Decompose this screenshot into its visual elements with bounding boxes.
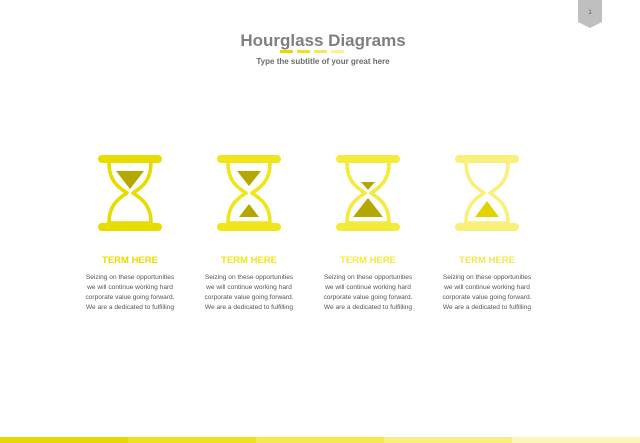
description-line: Seizing on these opportunities — [442, 274, 532, 281]
description-line: we will continue working hard — [325, 284, 411, 291]
description-line: We are a dedicated to fulfilling — [442, 304, 532, 311]
description-line: corporate value going forward. — [442, 294, 532, 301]
description-line: we will continue working hard — [206, 284, 292, 291]
sand-bottom — [475, 201, 499, 217]
term-label: TERM HERE — [102, 255, 158, 266]
term-label: TERM HERE — [221, 255, 277, 266]
bottom-bar-segment — [384, 437, 512, 443]
sand-top — [361, 182, 375, 190]
hourglass-icon — [455, 155, 519, 231]
term-label: TERM HERE — [459, 255, 515, 266]
title-dash — [314, 50, 327, 53]
hourglass-icon — [217, 155, 281, 231]
description-line: we will continue working hard — [444, 284, 530, 291]
description-line: We are a dedicated to fulfilling — [85, 304, 175, 311]
page-number-badge — [578, 0, 602, 28]
description-line: We are a dedicated to fulfilling — [323, 304, 413, 311]
bottom-color-bar — [0, 437, 640, 443]
description-line: We are a dedicated to fulfilling — [204, 304, 294, 311]
description-line: Seizing on these opportunities — [85, 274, 175, 281]
description-line: corporate value going forward. — [204, 294, 294, 301]
description-line: corporate value going forward. — [85, 294, 175, 301]
term-description — [309, 273, 427, 313]
description-line: we will continue working hard — [87, 284, 173, 291]
term-description — [428, 273, 546, 313]
bottom-bar-segment — [512, 437, 640, 443]
title-dash — [297, 50, 310, 53]
hourglass-icon — [98, 155, 162, 231]
title-dash — [280, 50, 293, 53]
hourglass-icon — [336, 155, 400, 231]
title-dash — [331, 50, 344, 53]
hourglass-top-cap — [336, 155, 400, 163]
slide-subtitle: Type the subtitle of your great here — [256, 57, 390, 66]
sand-bottom — [239, 204, 259, 217]
hourglass-top-cap — [217, 155, 281, 163]
term-description — [190, 273, 308, 313]
description-line: Seizing on these opportunities — [204, 274, 294, 281]
slide-title: Hourglass Diagrams — [240, 31, 406, 50]
bottom-bar-segment — [0, 437, 128, 443]
hourglass-top-cap — [455, 155, 519, 163]
description-line: Seizing on these opportunities — [323, 274, 413, 281]
title-underline-dashes — [280, 50, 344, 54]
hourglass-top-cap — [98, 155, 162, 163]
bottom-bar-segment — [256, 437, 384, 443]
term-description — [71, 273, 189, 313]
term-label: TERM HERE — [340, 255, 396, 266]
page-number: 1 — [588, 10, 592, 16]
sand-top — [237, 171, 261, 186]
description-line: corporate value going forward. — [323, 294, 413, 301]
bottom-bar-segment — [128, 437, 256, 443]
